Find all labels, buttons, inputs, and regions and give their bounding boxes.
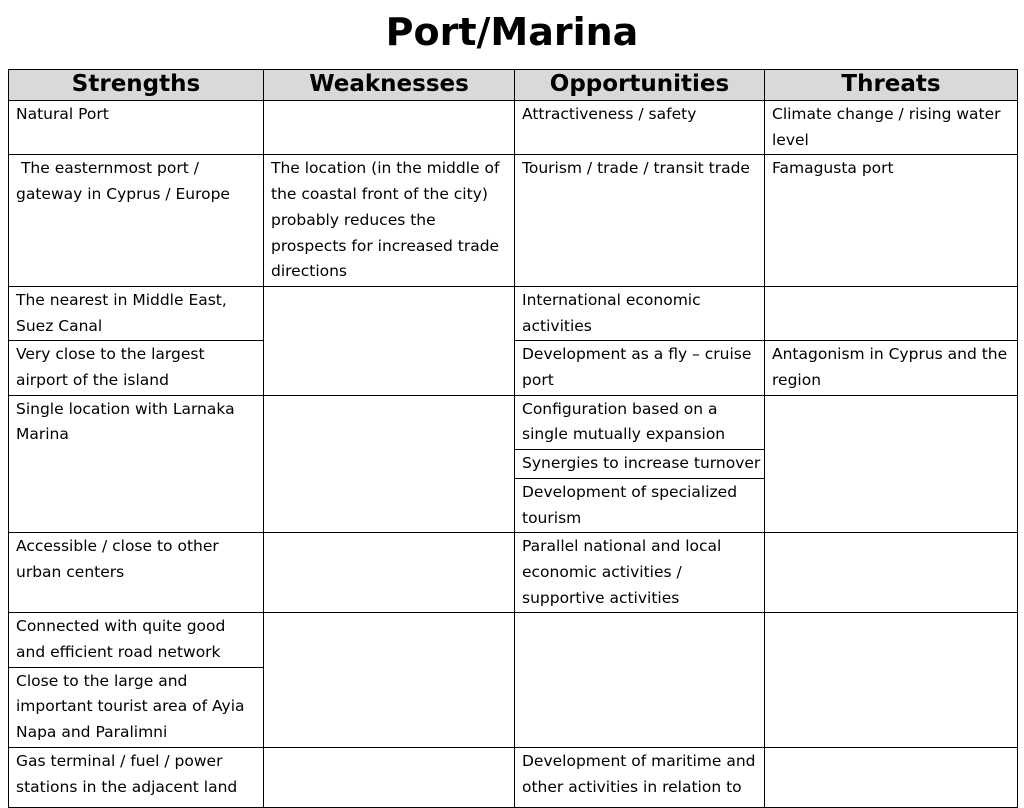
swot-table: [8, 69, 1018, 808]
table-row: [9, 101, 1018, 155]
table-row: [9, 613, 1018, 667]
threat-cell: [765, 613, 1018, 748]
threat-cell: [765, 395, 1018, 533]
opportunity-cell: Parallel national and local economic activities / supportive activities: [515, 533, 765, 613]
opportunity-cell: Attractiveness / safety: [515, 101, 765, 155]
weakness-cell: [264, 395, 515, 533]
opportunity-cell: Synergies to increase turnover: [515, 450, 765, 479]
header-opportunities: Opportunities: [515, 70, 765, 101]
header-row: [9, 70, 1018, 101]
header-strengths: Strengths: [9, 70, 264, 101]
opportunity-cell: Configuration based on a single mutually expansion: [515, 395, 765, 449]
weakness-cell: The location (in the middle of the coastal front of the city) probably reduces the prospects for increased trade directions: [264, 155, 515, 287]
threat-cell: Antagonism in Cyprus and the region: [765, 341, 1018, 395]
table-row: [9, 533, 1018, 613]
strength-cell: The easternmost port / gateway in Cyprus / Europe: [9, 155, 264, 287]
weakness-cell: [264, 533, 515, 613]
opportunity-cell: Development of specialized tourism: [515, 478, 765, 532]
threat-cell: Famagusta port: [765, 155, 1018, 287]
page-title: Port/Marina: [385, 10, 639, 54]
table-row: [9, 747, 1018, 807]
opportunity-cell: Development as a fly – cruise port: [515, 341, 765, 395]
strength-cell: Single location with Larnaka Marina: [9, 395, 264, 533]
opportunity-cell: Development of maritime and other activities in relation to: [515, 747, 765, 807]
strength-cell: Very close to the largest airport of the island: [9, 341, 264, 395]
header-weaknesses: Weaknesses: [264, 70, 515, 101]
weakness-cell: [264, 286, 515, 395]
strength-cell: Gas terminal / fuel / power stations in the adjacent land: [9, 747, 264, 807]
weakness-cell: [264, 747, 515, 807]
threat-cell: [765, 286, 1018, 340]
threat-cell: [765, 533, 1018, 613]
weakness-cell: [264, 613, 515, 748]
opportunity-cell: International economic activities: [515, 286, 765, 340]
strength-cell: Connected with quite good and efficient road network: [9, 613, 264, 667]
table-row: [9, 155, 1018, 287]
strength-cell: The nearest in Middle East, Suez Canal: [9, 286, 264, 340]
opportunity-cell: Tourism / trade / transit trade: [515, 155, 765, 287]
threat-cell: Climate change / rising water level: [765, 101, 1018, 155]
weakness-cell: [264, 101, 515, 155]
threat-cell: [765, 747, 1018, 807]
table-row: [9, 395, 1018, 449]
strength-cell: Natural Port: [9, 101, 264, 155]
strength-cell: Close to the large and important tourist area of Ayia Napa and Paralimni: [9, 667, 264, 747]
strength-cell: Accessible / close to other urban centers: [9, 533, 264, 613]
header-threats: Threats: [765, 70, 1018, 101]
opportunity-cell: [515, 613, 765, 748]
table-row: [9, 286, 1018, 340]
